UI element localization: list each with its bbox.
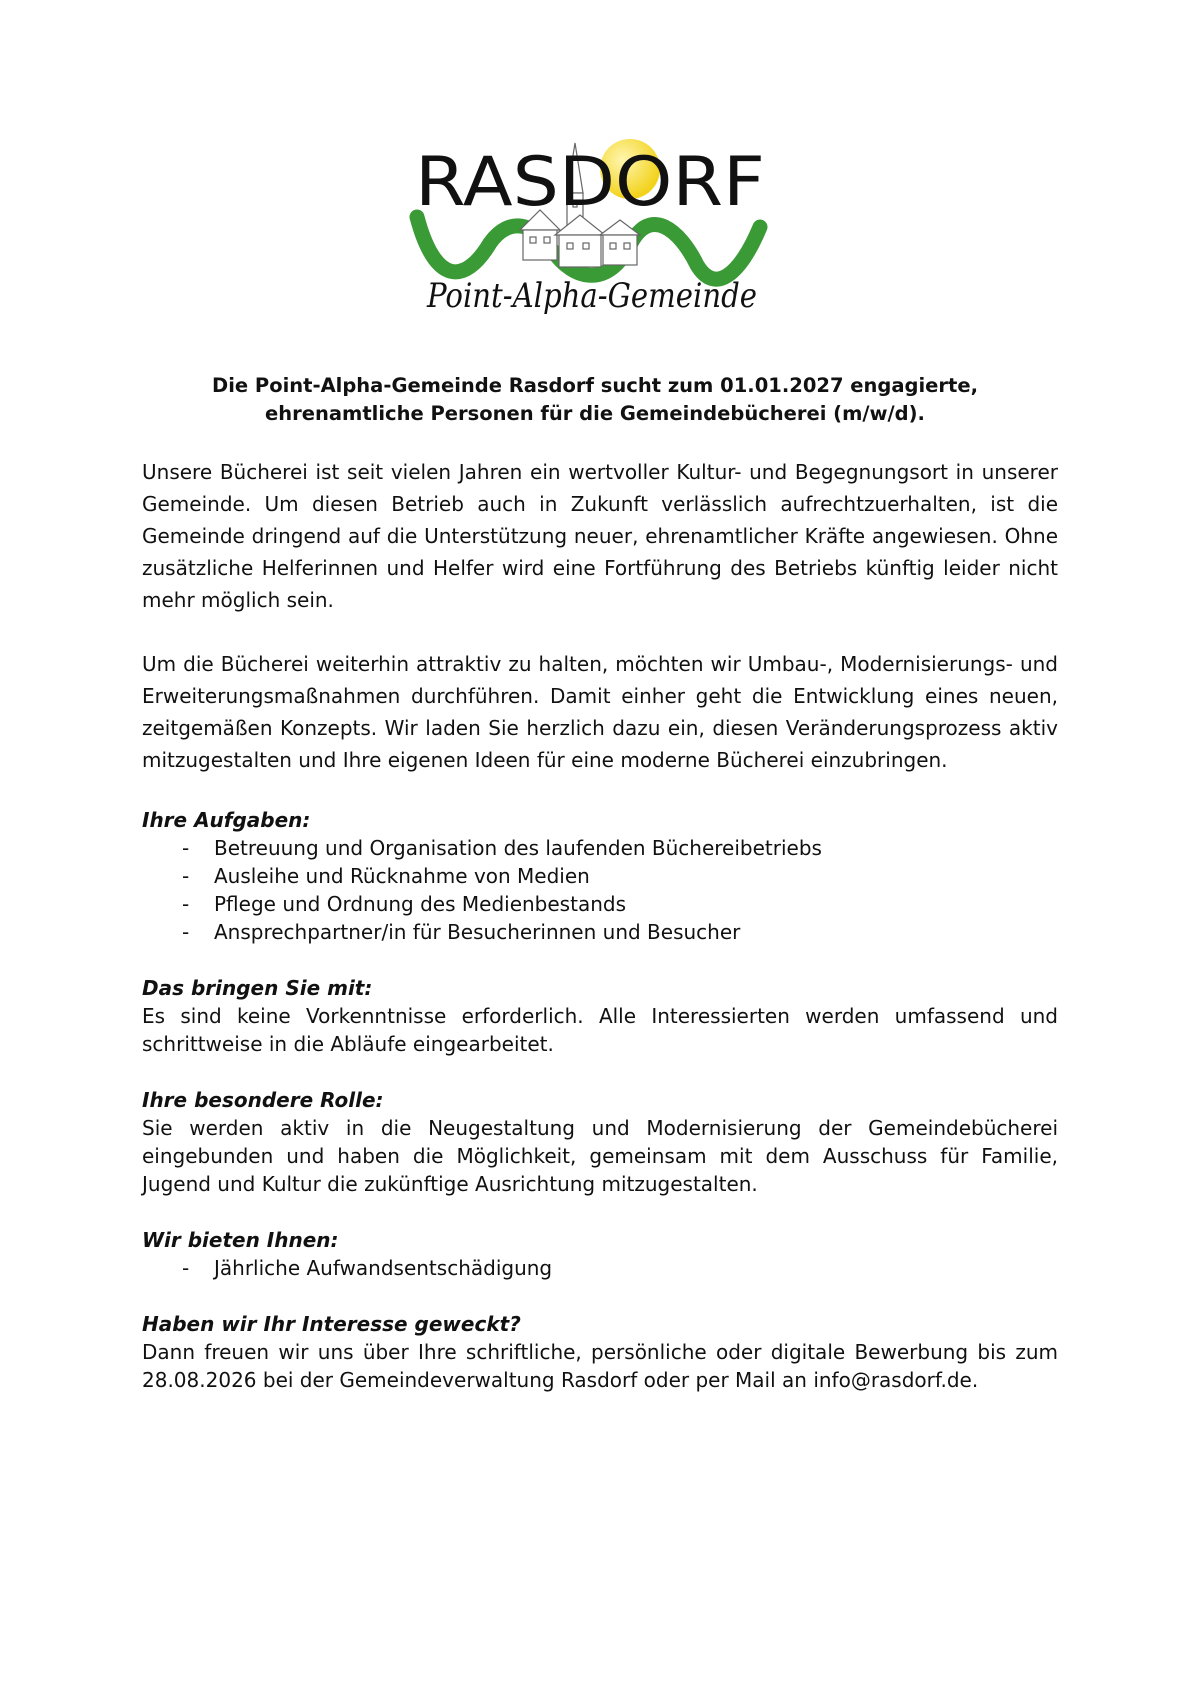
role-text: Sie werden aktiv in die Neugestaltung und Modernisierung der Gemeindebücherei eingebunden und haben die Möglichkeit, gemeinsam mit dem Ausschuss für Familie, Jugend und Kultur die zukünftige Ausrichtung mitzugestalten. <box>142 1116 1058 1196</box>
list-item <box>142 834 1058 862</box>
offer-section <box>142 1226 1058 1282</box>
list-item <box>142 890 1058 918</box>
rasdorf-logo <box>405 135 785 350</box>
intro-paragraph-2-block <box>142 648 1058 776</box>
requirements-title: Das bringen Sie mit: <box>142 976 373 1000</box>
headline <box>140 372 1050 428</box>
task-item-text: Ansprechpartner/in für Besucherinnen und Besucher <box>214 920 741 944</box>
role-section <box>142 1086 1058 1198</box>
tasks-section <box>142 806 1058 946</box>
intro-paragraph-1-block <box>142 456 1058 616</box>
list-dash: - <box>182 1256 190 1280</box>
list-dash: - <box>182 892 190 916</box>
intro-paragraph-2: Um die Bücherei weiterhin attraktiv zu halten, möchten wir Umbau-, Modernisierungs- und Erweiterungsmaßnahmen durchführen. Damit einher geht die Entwicklung eines neuen, zeitgemäßen Konzepts. Wir laden Sie herzlich dazu ein, diesen Veränderungsprozess aktiv mitzugestalten und Ihre eigenen Ideen für eine moderne Bücherei einzubringen. <box>142 652 1058 772</box>
offer-title: Wir bieten Ihnen: <box>142 1228 339 1252</box>
requirements-section <box>142 974 1058 1058</box>
offer-item-text: Jährliche Aufwandsentschädigung <box>214 1256 553 1280</box>
role-title: Ihre besondere Rolle: <box>142 1088 384 1112</box>
logo-wordmark: RASDORF <box>415 143 765 222</box>
offer-list <box>142 1254 1058 1282</box>
interest-text: Dann freuen wir uns über Ihre schriftliche, persönliche oder digitale Bewerbung bis zum 28.08.2026 bei der Gemeindeverwaltung Rasdorf oder per Mail an info@rasdorf.de. <box>142 1340 1058 1392</box>
headline-line-1: Die Point-Alpha-Gemeinde Rasdorf sucht zum 01.01.2027 engagierte, <box>212 374 978 397</box>
intro-paragraph-1: Unsere Bücherei ist seit vielen Jahren ein wertvoller Kultur- und Begegnungsort in unserer Gemeinde. Um diesen Betrieb auch in Zukunft verlässlich aufrechtzuerhalten, ist die Gemeinde dringend auf die Unterstützung neuer, ehrenamtlicher Kräfte angewiesen. Ohne zusätzliche Helferinnen und Helfer wird eine Fortführung des Betriebs künftig leider nicht mehr möglich sein. <box>142 460 1058 612</box>
tasks-title: Ihre Aufgaben: <box>142 808 311 832</box>
list-item <box>142 862 1058 890</box>
tasks-list <box>142 834 1058 946</box>
headline-line-2: ehrenamtliche Personen für die Gemeindebücherei (m/w/d). <box>265 402 925 425</box>
list-dash: - <box>182 836 190 860</box>
task-item-text: Pflege und Ordnung des Medienbestands <box>214 892 626 916</box>
task-item-text: Betreuung und Organisation des laufenden Büchereibetriebs <box>214 836 822 860</box>
interest-section <box>142 1310 1058 1394</box>
logo-tagline: Point-Alpha-Gemeinde <box>426 276 757 316</box>
list-item <box>142 1254 1058 1282</box>
list-dash: - <box>182 920 190 944</box>
list-dash: - <box>182 864 190 888</box>
list-item <box>142 918 1058 946</box>
task-item-text: Ausleihe und Rücknahme von Medien <box>214 864 590 888</box>
interest-title: Haben wir Ihr Interesse geweckt? <box>142 1312 521 1336</box>
requirements-text: Es sind keine Vorkenntnisse erforderlich. Alle Interessierten werden umfassend und schrittweise in die Abläufe eingearbeitet. <box>142 1004 1058 1056</box>
